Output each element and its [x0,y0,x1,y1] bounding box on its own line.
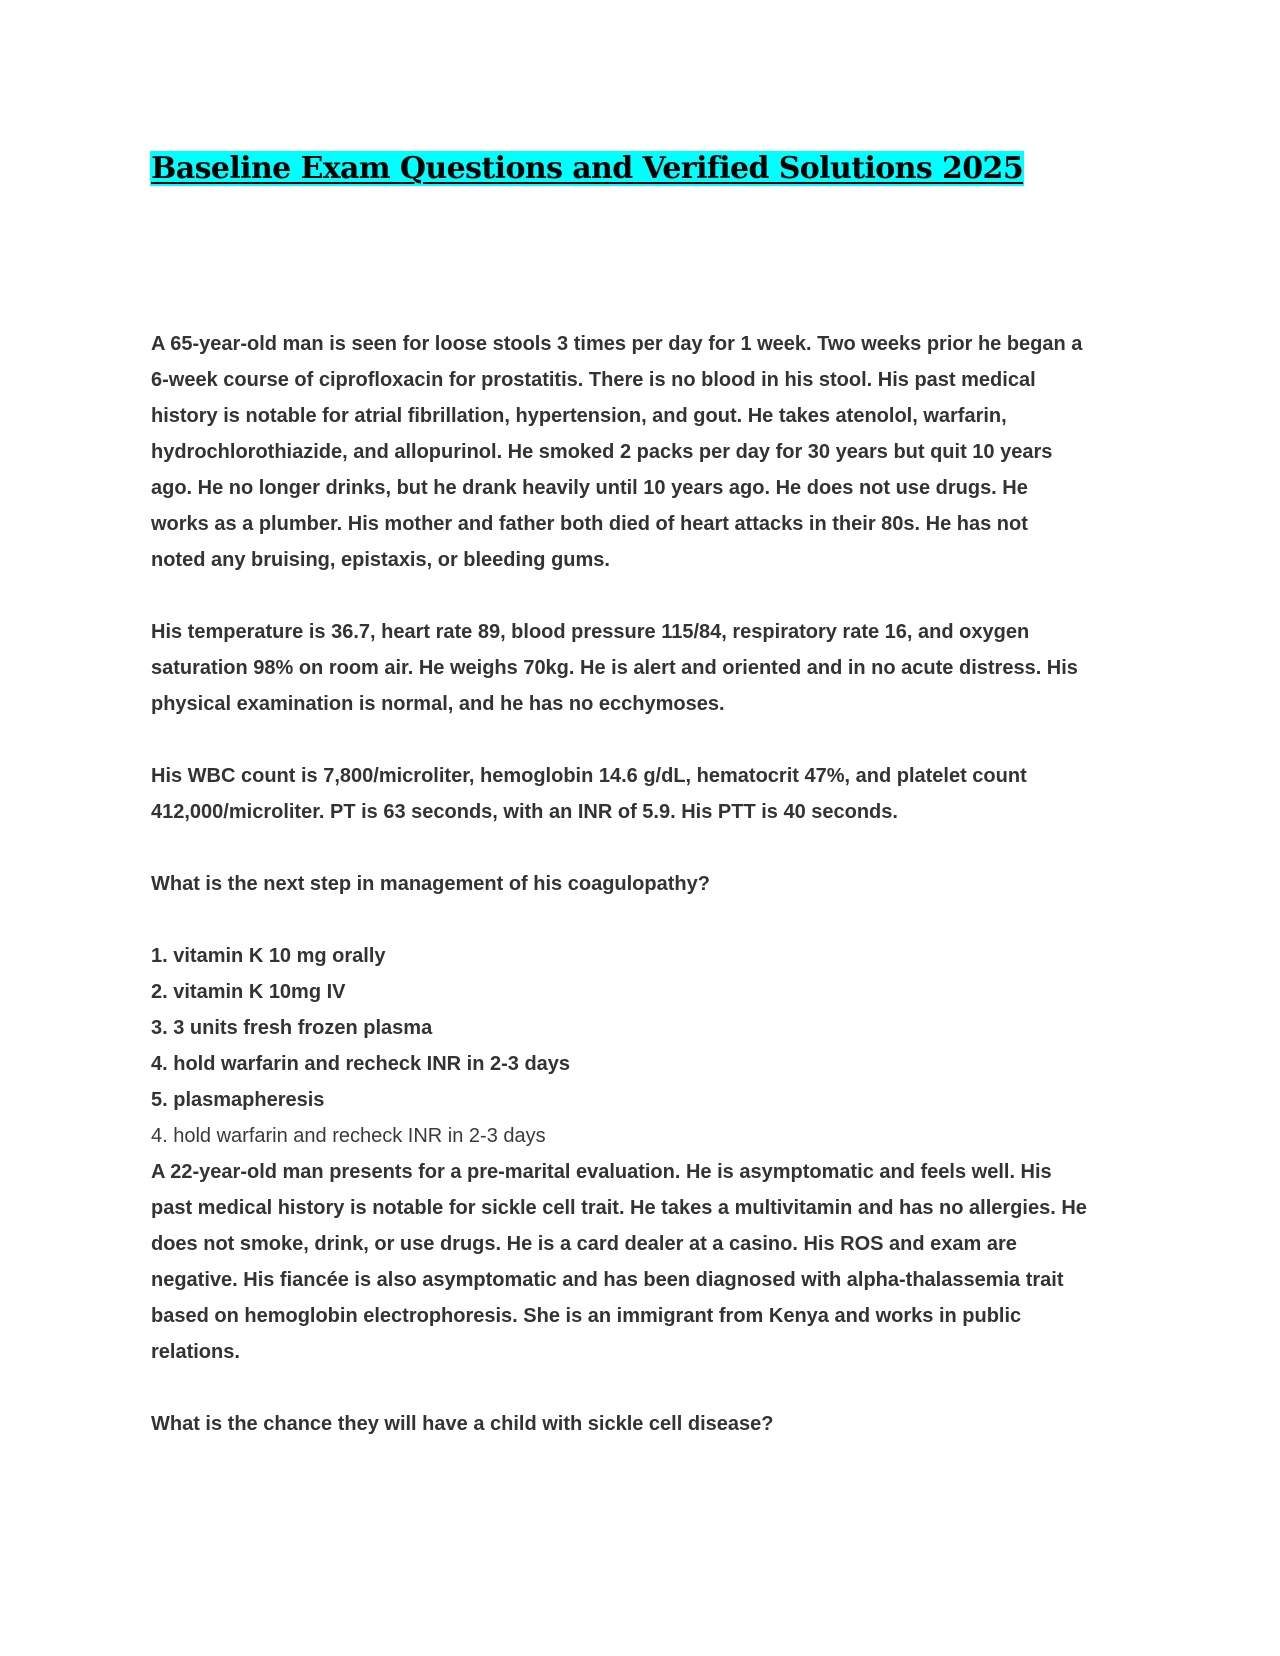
q1-vitals [151,614,1141,722]
q1-stem [151,326,1141,578]
text-line: hydrochlorothiazide, and allopurinol. He smoked 2 packs per day for 30 years but quit 10 years [151,441,1053,463]
paragraph-gap [151,830,1141,866]
q1-labs [151,758,1141,830]
document-title [150,149,1024,189]
q1-answer: 4. hold warfarin and recheck INR in 2-3 days [151,1125,546,1147]
paragraph-gap [151,902,1141,938]
option-item: 2. vitamin K 10mg IV [151,981,346,1003]
q1-options [151,938,1141,1118]
text-line: history is notable for atrial fibrillation, hypertension, and gout. He takes atenolol, warfarin, [151,405,1007,427]
option-item: 4. hold warfarin and recheck INR in 2-3 days [151,1053,571,1075]
text-line: relations. [151,1341,240,1363]
option-item: 3. 3 units fresh frozen plasma [151,1017,433,1039]
text-line: based on hemoglobin electrophoresis. She is an immigrant from Kenya and works in public [151,1305,1022,1327]
text-line: does not smoke, drink, or use drugs. He is a card dealer at a casino. His ROS and exam are [151,1233,1017,1255]
paragraph-gap [151,578,1141,614]
text-line: saturation 98% on room air. He weighs 70kg. He is alert and oriented and in no acute distress. His [151,657,1078,679]
text-line: 412,000/microliter. PT is 63 seconds, with an INR of 5.9. His PTT is 40 seconds. [151,801,898,823]
q2-stem [151,1154,1141,1370]
text-line: His temperature is 36.7, heart rate 89, blood pressure 115/84, respiratory rate 16, and oxygen [151,621,1030,643]
text-line: noted any bruising, epistaxis, or bleeding gums. [151,549,610,571]
text-line: 6-week course of ciprofloxacin for prostatitis. There is no blood in his stool. His past medical [151,369,1036,391]
text-line: past medical history is notable for sickle cell trait. He takes a multivitamin and has no allergies. He [151,1197,1087,1219]
title-highlight: Baseline Exam Questions and Verified Solutions 2025 [151,151,1024,186]
paragraph-gap [151,722,1141,758]
text-line: ago. He no longer drinks, but he drank heavily until 10 years ago. He does not use drugs. He [151,477,1028,499]
text-line: negative. His fiancée is also asymptomatic and has been diagnosed with alpha-thalassemia trait [151,1269,1064,1291]
paragraph-gap [151,1370,1141,1406]
document-body [151,326,1141,1442]
option-item: 5. plasmapheresis [151,1089,325,1111]
text-line: His WBC count is 7,800/microliter, hemoglobin 14.6 g/dL, hematocrit 47%, and platelet count [151,765,1027,787]
text-line: physical examination is normal, and he has no ecchymoses. [151,693,725,715]
q2-question: What is the chance they will have a child with sickle cell disease? [151,1413,774,1435]
q1-question: What is the next step in management of his coagulopathy? [151,873,710,895]
text-line: A 65-year-old man is seen for loose stools 3 times per day for 1 week. Two weeks prior he began a [151,333,1083,355]
text-line: works as a plumber. His mother and father both died of heart attacks in their 80s. He has not [151,513,1028,535]
option-item: 1. vitamin K 10 mg orally [151,945,386,967]
text-line: A 22-year-old man presents for a pre-marital evaluation. He is asymptomatic and feels well. His [151,1161,1052,1183]
